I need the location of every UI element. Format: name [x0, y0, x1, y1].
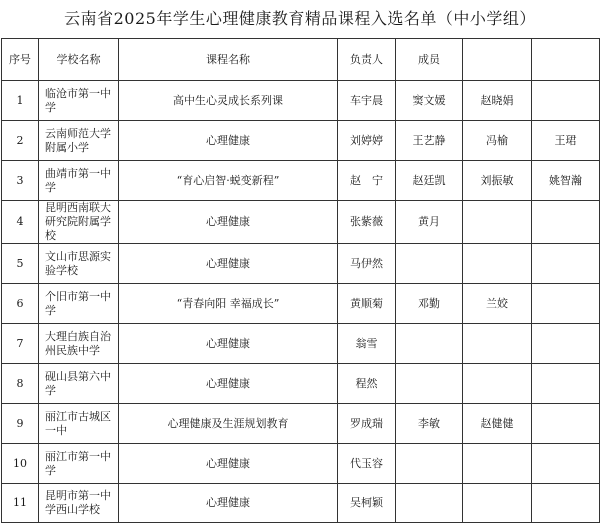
- cell-member-3: 王珺: [532, 121, 600, 161]
- cell-school: 昆明市第一中学西山学校: [39, 484, 119, 523]
- table-row: [2, 201, 600, 244]
- cell-member-3: [532, 201, 600, 244]
- cell-member-1: 黄月: [396, 201, 463, 244]
- cell-school: 临沧市第一中学: [39, 81, 119, 121]
- cell-member-3: [532, 244, 600, 284]
- cell-school: 文山市思源实验学校: [39, 244, 119, 284]
- cell-lead: 程然: [338, 364, 396, 404]
- cell-school: 砚山县第六中学: [39, 364, 119, 404]
- cell-lead: 黄顺菊: [338, 284, 396, 324]
- cell-member-1: [396, 244, 463, 284]
- cell-school: 昆明西南联大研究院附属学校: [39, 201, 119, 244]
- cell-member-2: [463, 484, 532, 523]
- cell-member-3: [532, 284, 600, 324]
- cell-course: 心理健康: [119, 324, 338, 364]
- cell-course: 心理健康: [119, 364, 338, 404]
- cell-member-2: [463, 324, 532, 364]
- cell-lead: 罗成瑞: [338, 404, 396, 444]
- header-course: 课程名称: [119, 39, 338, 81]
- cell-member-2: [463, 201, 532, 244]
- header-lead: 负责人: [338, 39, 396, 81]
- cell-course: 心理健康: [119, 121, 338, 161]
- cell-school: 大理白族自治州民族中学: [39, 324, 119, 364]
- cell-lead: 代玉容: [338, 444, 396, 484]
- page-title: 云南省2025年学生心理健康教育精品课程入选名单（中小学组）: [64, 9, 536, 28]
- cell-lead: 刘婷婷: [338, 121, 396, 161]
- cell-school: 曲靖市第一中学: [39, 161, 119, 201]
- header-no: 序号: [2, 39, 39, 81]
- cell-member-1: 赵廷凯: [396, 161, 463, 201]
- cell-course: 心理健康: [119, 444, 338, 484]
- cell-member-1: 李敏: [396, 404, 463, 444]
- cell-member-2: [463, 444, 532, 484]
- cell-course: 高中生心灵成长系列课: [119, 81, 338, 121]
- cell-course: 心理健康及生涯规划教育: [119, 404, 338, 444]
- table-row: [2, 324, 600, 364]
- cell-lead: 翁雪: [338, 324, 396, 364]
- cell-member-3: [532, 404, 600, 444]
- table-row: [2, 364, 600, 404]
- cell-member-3: [532, 484, 600, 523]
- cell-course: 心理健康: [119, 201, 338, 244]
- cell-no: 7: [2, 324, 39, 364]
- cell-member-3: [532, 81, 600, 121]
- cell-member-1: [396, 324, 463, 364]
- cell-school: 个旧市第一中学: [39, 284, 119, 324]
- table-row: [2, 81, 600, 121]
- cell-member-3: [532, 364, 600, 404]
- header-row: [2, 39, 600, 81]
- cell-lead: 车宇晨: [338, 81, 396, 121]
- cell-no: 6: [2, 284, 39, 324]
- cell-course: “青春向阳 幸福成长”: [119, 284, 338, 324]
- cell-no: 11: [2, 484, 39, 523]
- cell-member-1: [396, 444, 463, 484]
- cell-member-1: 邓勤: [396, 284, 463, 324]
- header-members-extra-1: [463, 39, 532, 81]
- cell-no: 9: [2, 404, 39, 444]
- header-school: 学校名称: [39, 39, 119, 81]
- cell-member-2: 赵健健: [463, 404, 532, 444]
- cell-no: 8: [2, 364, 39, 404]
- cell-lead: 张紫薇: [338, 201, 396, 244]
- cell-member-2: 冯榆: [463, 121, 532, 161]
- cell-member-1: 窦文媛: [396, 81, 463, 121]
- cell-member-3: [532, 444, 600, 484]
- cell-lead: 吴柯颖: [338, 484, 396, 523]
- table-row: [2, 404, 600, 444]
- cell-school: 丽江市古城区一中: [39, 404, 119, 444]
- table-row: [2, 444, 600, 484]
- cell-member-1: [396, 364, 463, 404]
- cell-member-1: 王艺静: [396, 121, 463, 161]
- cell-no: 5: [2, 244, 39, 284]
- cell-no: 4: [2, 201, 39, 244]
- header-members-extra-2: [532, 39, 600, 81]
- cell-no: 10: [2, 444, 39, 484]
- cell-member-2: 兰姣: [463, 284, 532, 324]
- cell-school: 丽江市第一中学: [39, 444, 119, 484]
- table-row: [2, 121, 600, 161]
- cell-member-2: 刘振敏: [463, 161, 532, 201]
- cell-no: 3: [2, 161, 39, 201]
- cell-no: 1: [2, 81, 39, 121]
- cell-member-3: 姚智瀚: [532, 161, 600, 201]
- table-row: [2, 161, 600, 201]
- cell-lead: 马伊然: [338, 244, 396, 284]
- cell-no: 2: [2, 121, 39, 161]
- cell-member-2: [463, 364, 532, 404]
- table-row: [2, 244, 600, 284]
- cell-school: 云南师范大学附属小学: [39, 121, 119, 161]
- cell-course: 心理健康: [119, 484, 338, 523]
- cell-course: “育心启智·蜕变新程”: [119, 161, 338, 201]
- course-table: [1, 38, 600, 523]
- cell-member-2: 赵晓娟: [463, 81, 532, 121]
- cell-member-2: [463, 244, 532, 284]
- cell-member-1: [396, 484, 463, 523]
- table-row: [2, 484, 600, 523]
- table-row: [2, 284, 600, 324]
- header-members: 成员: [396, 39, 463, 81]
- cell-course: 心理健康: [119, 244, 338, 284]
- cell-member-3: [532, 324, 600, 364]
- cell-lead: 赵 宁: [338, 161, 396, 201]
